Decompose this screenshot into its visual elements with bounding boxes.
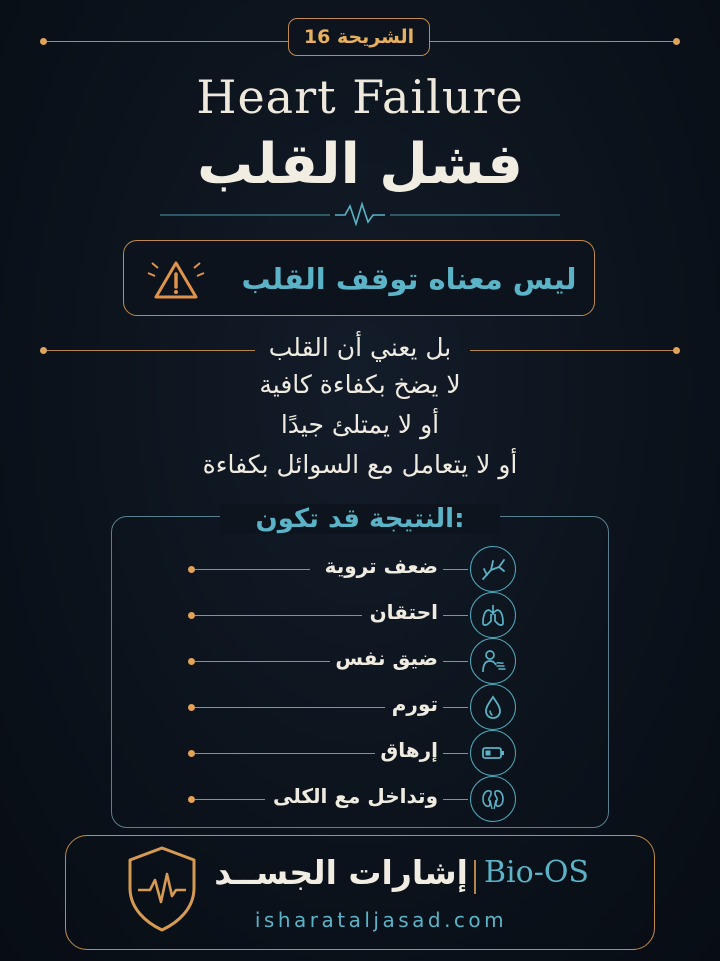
page-title-ar: فشل القلب (197, 132, 523, 197)
brand-name-ar: إشارات الجســد (214, 853, 468, 892)
item-line (443, 661, 468, 662)
fluid-drop-icon (470, 684, 516, 730)
item-line (443, 753, 468, 754)
heartbeat-divider-icon (160, 200, 560, 230)
warning-text: ليس معناه توقف القلب (241, 262, 577, 296)
item-line (443, 707, 468, 708)
result-item-label: إرهاق (380, 738, 438, 762)
shield-heartbeat-icon (124, 844, 200, 934)
item-line (195, 615, 362, 616)
result-item-label: احتقان (369, 600, 438, 624)
item-dot (188, 658, 195, 665)
explanation-line: أو لا يتعامل مع السوائل بكفاءة (202, 450, 518, 479)
warning-box (123, 240, 595, 316)
result-item-label: ضيق نفس (335, 646, 438, 670)
item-line (195, 661, 330, 662)
decor-line (47, 41, 288, 42)
blood-vessels-icon (470, 546, 516, 592)
results-title: النتيجة قد تكون: (220, 504, 500, 534)
item-line (443, 569, 468, 570)
explanation-line: أو لا يمتلئ جيدًا (280, 410, 440, 439)
result-item-label: وتداخل مع الكلى (273, 784, 438, 808)
explanation-line: لا يضخ بكفاءة كافية (259, 370, 461, 399)
item-line (195, 707, 385, 708)
item-dot (188, 704, 195, 711)
item-dot (188, 612, 195, 619)
lungs-icon (470, 592, 516, 638)
brand-name-en: Bio-OS (484, 855, 589, 890)
item-line (195, 753, 375, 754)
kidneys-icon (470, 776, 516, 822)
warning-triangle-icon (144, 251, 208, 307)
item-dot (188, 566, 195, 573)
explanation-line: بل يعني أن القلب (268, 333, 452, 362)
item-line (443, 799, 468, 800)
decor-line (430, 41, 673, 42)
item-line (443, 615, 468, 616)
slide-number-badge (288, 18, 430, 56)
decor-dot (40, 38, 47, 45)
slide-label: الشريحة 16 (303, 26, 415, 48)
brand-separator (474, 860, 476, 894)
item-dot (188, 796, 195, 803)
page-title-en: Heart Failure (196, 70, 524, 124)
result-item-label: تورم (391, 692, 438, 716)
low-battery-icon (470, 730, 516, 776)
result-item-label: ضعف تروية (324, 554, 438, 578)
item-line (195, 799, 265, 800)
item-dot (188, 750, 195, 757)
item-line (195, 569, 310, 570)
breathing-person-icon (470, 638, 516, 684)
website-link[interactable]: isharataljasad.com (254, 908, 508, 932)
decor-dot (673, 38, 680, 45)
